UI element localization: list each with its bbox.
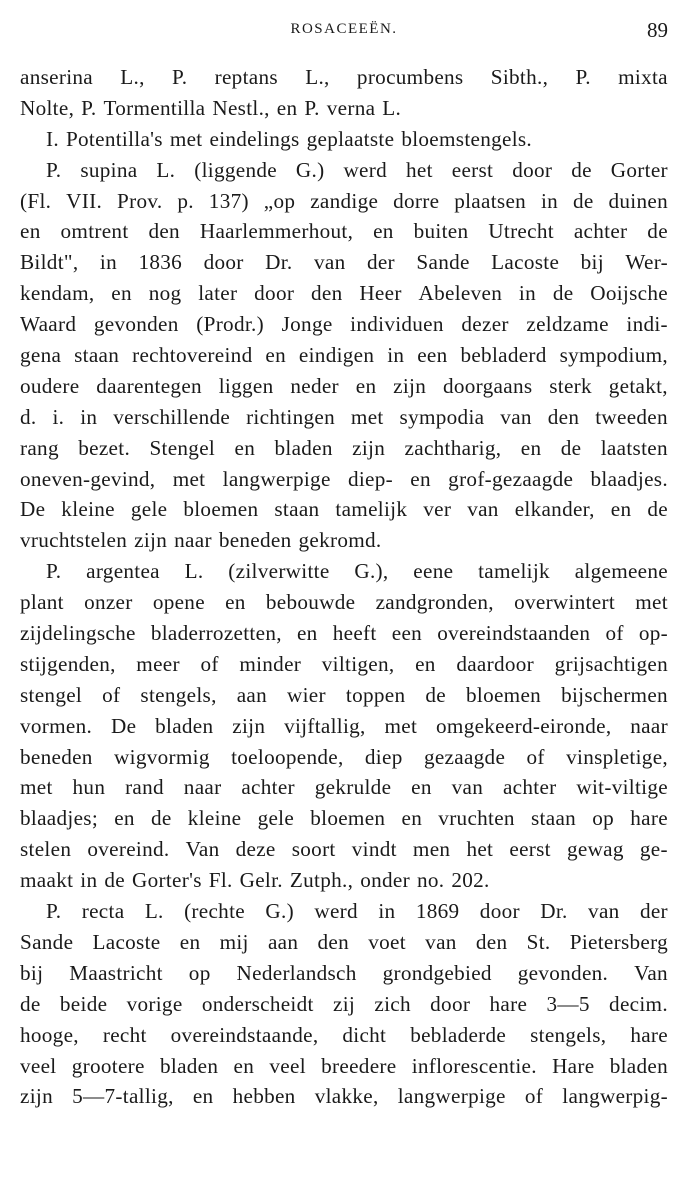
text-line: d. i. in verschillende richtingen met sympodia van den tweeden: [20, 404, 668, 429]
text-line: stijgenden, meer of minder viltigen, en daardoor grijsachtigen: [20, 651, 668, 676]
body-text: [20, 62, 668, 1112]
text-line: Sande Lacoste en mij aan den voet van den St. Pietersberg: [20, 929, 668, 954]
text-line: veel grootere bladen en veel breedere inflorescentie. Hare bladen: [20, 1053, 668, 1078]
page-header: [20, 18, 668, 46]
text-line: P. recta L. (rechte G.) werd in 1869 door Dr. van der: [46, 899, 668, 924]
text-line: hooge, recht overeindstaande, dicht bebladerde stengels, hare: [20, 1022, 668, 1047]
text-line: plant onzer opene en bebouwde zandgronden, overwintert met: [20, 590, 668, 615]
text-line: beneden wigvormig toeloopende, diep gezaagde of vinspletige,: [20, 744, 668, 769]
text-line: bij Maastricht op Nederlandsch grondgebied gevonden. Van: [20, 960, 668, 985]
text-line: P. argentea L. (zilverwitte G.), eene tamelijk algemeene: [46, 559, 668, 584]
text-line: stelen overeind. Van deze soort vindt men het eerst gewag ge-: [20, 837, 668, 862]
text-line: zijdelingsche bladerrozetten, en heeft een overeindstaanden of op-: [20, 621, 668, 646]
text-line: oneven-gevind, met langwerpige diep- en grof-gezaagde blaadjes.: [20, 466, 668, 491]
text-line: de beide vorige onderscheidt zij zich door hare 3—5 decim.: [20, 991, 668, 1016]
text-line: zijn 5—7-tallig, en hebben vlakke, langwerpige of langwerpig-: [20, 1084, 668, 1109]
text-line: P. supina L. (liggende G.) werd het eerst door de Gorter: [46, 157, 668, 182]
text-line: gena staan rechtovereind en eindigen in een bebladerd sympodium,: [20, 343, 668, 368]
text-line: I. Potentilla's met eindelings geplaatste bloemstengels.: [46, 126, 533, 151]
page-number: 89: [647, 18, 668, 42]
text-line: Waard gevonden (Prodr.) Jonge individuen dezer zeldzame indi-: [20, 312, 668, 337]
text-line: maakt in de Gorter's Fl. Gelr. Zutph., onder no. 202.: [20, 868, 490, 893]
text-line: met hun rand naar achter gekrulde en van achter wit-viltige: [20, 775, 668, 800]
text-line: stengel of stengels, aan wier toppen de bloemen bijschermen: [20, 682, 668, 707]
text-line: Bildt", in 1836 door Dr. van der Sande Lacoste bij Wer-: [20, 250, 668, 275]
text-line: rang bezet. Stengel en bladen zijn zachtharig, en de laatsten: [20, 435, 668, 460]
text-line: (Fl. VII. Prov. p. 137) „op zandige dorre plaatsen in de duinen: [20, 188, 668, 213]
text-line: De kleine gele bloemen staan tamelijk ver van elkander, en de: [20, 497, 668, 522]
running-title: ROSACEEËN.: [290, 21, 398, 37]
text-line: oudere daarentegen liggen neder en zijn doorgaans sterk getakt,: [20, 373, 668, 398]
text-line: Nolte, P. Tormentilla Nestl., en P. verna L.: [20, 95, 402, 120]
text-line: anserina L., P. reptans L., procumbens Sibth., P. mixta: [20, 65, 668, 89]
text-line: blaadjes; en de kleine gele bloemen en vruchten staan op hare: [20, 806, 668, 831]
text-line: vruchtstelen zijn naar beneden gekromd.: [20, 528, 382, 553]
text-line: en omtrent den Haarlemmerhout, en buiten Utrecht achter de: [20, 219, 668, 244]
text-line: vormen. De bladen zijn vijftallig, met omgekeerd-eironde, naar: [20, 713, 668, 738]
text-line: kendam, en nog later door den Heer Abeleven in de Ooijsche: [20, 281, 668, 306]
